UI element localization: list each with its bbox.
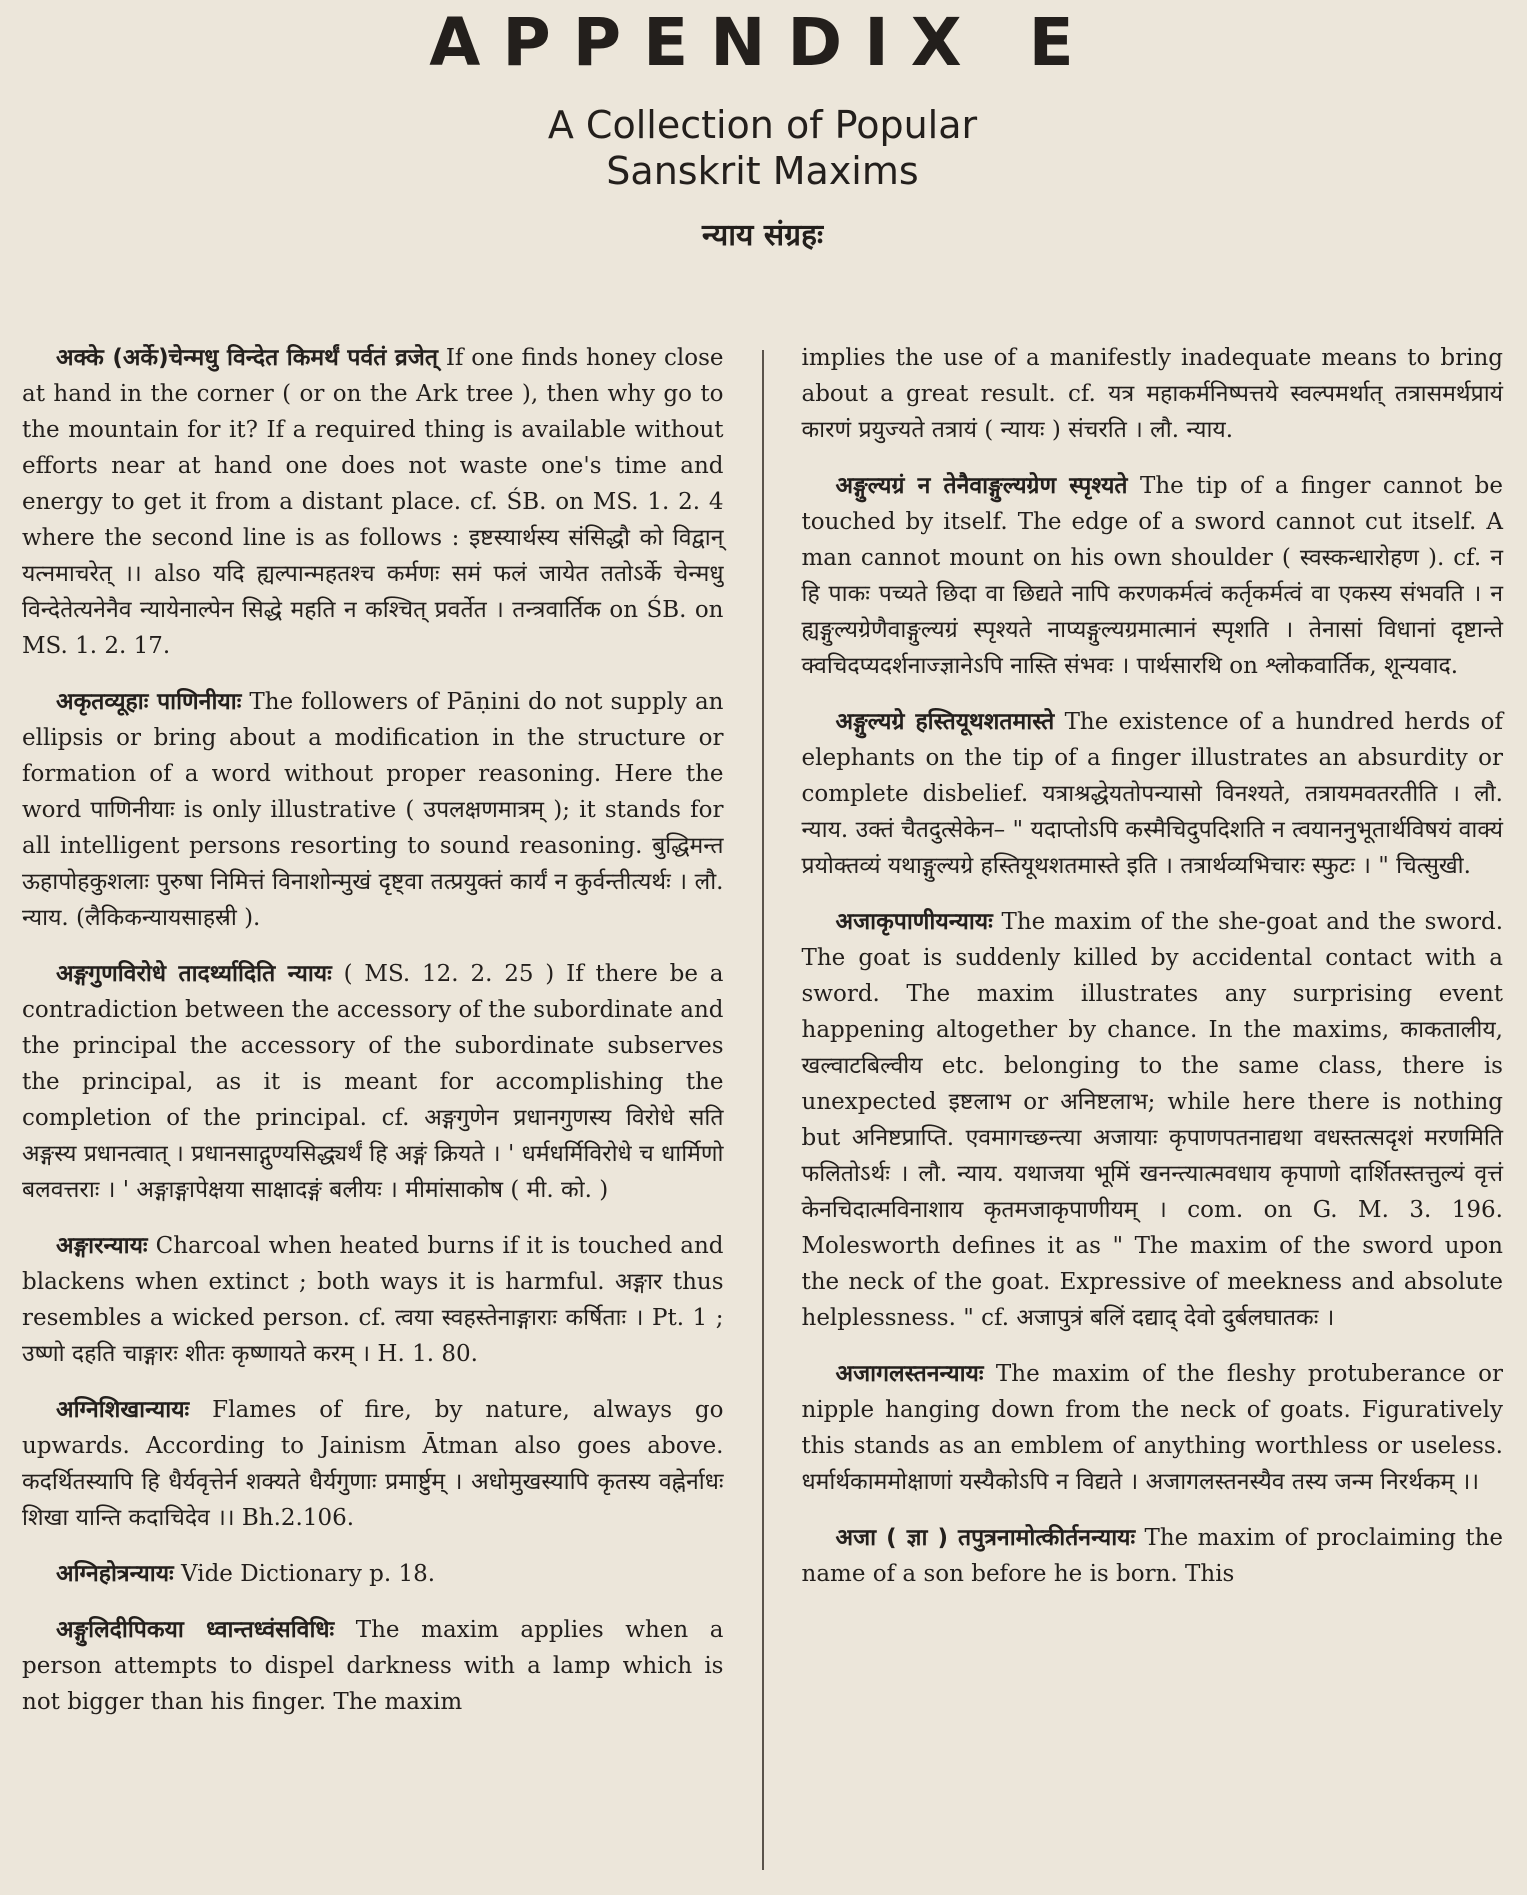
maxim-head: अङ्गगुणविरोधे तादर्थ्यादिति न्यायः [56,961,332,987]
maxim-body: The followers of Pāṇini do not supply an ellipsis or bring about a modification in the structure or formation of a word without proper reasoning. Here the word पाणिनीयाः is only illustrative ( उपलक्षणमात्रम् ); it stands for all intelligent persons resorting to sound reasoning. बुद्धिमन्त ऊहापोहकुशलाः पुरुषा निमित्तं विनाशोन्मुखं दृष्ट्वा तत्प्रयुक्तं कार्यं न कुर्वन्तीत्यर्थः । लौ. न्याय. (लैकिकन्यायसाहस्री ). [22,689,724,931]
maxim-entry [22,1556,724,1592]
maxim-body: If one finds honey close at hand in the corner ( or on the Ark tree ), then why go to the mountain for it? If a required thing is available without efforts near at hand one does not waste one's time and energy to get it from a distant place. cf. ŚB. on MS. 1. 2. 4 where the second line is as follows : इष्टस्यार्थस्य संसिद्धौ को विद्वान् यत्नमाचरेत् ।। also यदि ह्यल्पान्महतश्च कर्मणः समं फलं जायेत ततोऽर्के चेन्मधु विन्देतेत्यनेनैव न्यायेनाल्पेन सिद्धे महति न कश्चित् प्रवर्तेत । तन्त्रवार्तिक on ŚB. on MS. 1. 2. 17. [22,345,724,659]
maxim-entry [22,956,724,1208]
page-subtitle [22,102,1503,194]
maxim-head: अग्निहोत्रन्यायः [56,1561,174,1587]
subtitle-line-1: A Collection of Popular [547,103,978,147]
maxim-head: अजाकृपाणीयन्यायः [835,909,993,935]
maxim-entry [22,340,724,664]
right-column [764,340,1504,1895]
maxim-body: Flames of fire, by nature, always go upwards. According to Jainism Ātman also goes above. कदर्थितस्यापि हि धैर्यवृत्तेर्न शक्यते धैर्यगुणाः प्रमार्ष्टुम् । अधोमुखस्यापि कृतस्य वह्नेर्नाधः शिखा यान्ति कदाचिदेव ।। Bh.2.106. [22,1397,724,1531]
maxim-body: Vide Dictionary p. 18. [181,1561,436,1587]
maxim-body: The existence of a hundred herds of elephants on the tip of a finger illustrates an absurdity or complete disbelief. यत्राश्रद्धेयतोपन्यासो विनश्यते, तत्रायमवतरतीति । लौ. न्याय. उक्तं चैतदुत्सेकेन– " यदाप्तोऽपि कस्मैचिदुपदिशति न त्वयाननुभूतार्थविषयं वाक्यं प्रयोक्तव्यं यथाङ्गुल्यग्रे हस्तियूथशतमास्ते इति । तत्रार्थव्यभिचारः स्फुटः । " चित्सुखी. [801,709,1504,879]
two-column-body [22,340,1503,1895]
maxim-head: अङ्गुल्यग्रे हस्तियूथशतमास्ते [835,709,1055,735]
maxim-entry [22,1392,724,1536]
maxim-body: The maxim of the fleshy protuberance or nipple hanging down from the neck of goats. Figuratively this stands as an emblem of anything worthless or useless. धर्मार्थकाममोक्षाणां यस्यैकोऽपि न विद्यते । अजागलस्तनस्यैव तस्य जन्म निरर्थकम् ।। [801,1361,1503,1495]
devanagari-title: न्याय संग्रहः [701,218,824,253]
page-title: APPENDIX E [429,4,1096,81]
maxim-entry [802,1356,1504,1500]
maxim-body: implies the use of a manifestly inadequate means to bring about a great result. cf. यत्र महाकर्मनिष्पत्तये स्वल्पमर्थात् तत्रासमर्थप्रायं कारणं प्रयुज्यते तत्रायं ( न्यायः ) संचरति । लौ. न्याय. [801,345,1503,443]
subtitle-line-2: Sanskrit Maxims [606,149,919,193]
maxim-entry [802,468,1504,684]
maxim-head: अक्के (अर्के)चेन्मधु विन्देत किमर्थं पर्वतं व्रजेत् [56,345,438,371]
maxim-entry [22,684,724,936]
maxim-head: अग्निशिखान्यायः [56,1397,190,1423]
maxim-entry [802,704,1504,884]
maxim-entry [802,904,1504,1336]
maxim-head: अङ्गारन्यायः [56,1233,148,1259]
maxim-entry [22,1228,724,1372]
maxim-head: अकृतव्यूहाः पाणिनीयाः [56,689,242,715]
maxim-head: अङ्गुलिदीपिकया ध्वान्तध्वंसविधिः [56,1617,335,1643]
maxim-head: अजागलस्तनन्यायः [835,1361,984,1387]
maxim-body: The maxim applies when a person attempts to dispel darkness with a lamp which is not bigger than his finger. The maxim [22,1617,724,1715]
maxim-body: The maxim of proclaiming the name of a son before he is born. This [801,1525,1503,1587]
maxim-entry [22,1612,724,1720]
maxim-body: The maxim of the she-goat and the sword. The goat is suddenly killed by accidental contact with a sword. The maxim illustrates any surprising event happening altogether by chance. In the maxims, काकतालीय, खल्वाटबिल्वीय etc. belonging to the same class, there is unexpected इष्टलाभ or अनिष्टलाभ; while here there is nothing but अनिष्टप्राप्ति. एवमागच्छन्त्या अजायाः कृपाणपतनाद्यथा वधस्तत्सदृशं मरणमिति फलितोऽर्थः । लौ. न्याय. यथाजया भूमिं खनन्त्यात्मवधाय कृपाणो दार्शितस्तत्तुल्यं वृत्तं केनचिदात्मविनाशाय कृतमजाकृपाणीयम् । com. on G. M. 3. 196. Molesworth defines it as " The maxim of the sword upon the neck of the goat. Expressive of meekness and absolute helplessness. " cf. अजापुत्रं बलिं दद्याद् देवो दुर्बलघातकः । [801,909,1504,1331]
maxim-entry [802,1520,1504,1592]
maxim-head: अङ्गुल्यग्रं न तेनैवाङ्गुल्यग्रेण स्पृश्यते [835,473,1128,499]
maxim-body: Charcoal when heated burns if it is touched and blackens when extinct ; both ways it is harmful. अङ्गार thus resembles a wicked person. cf. त्वया स्वहस्तेनाङ्गाराः कर्षिताः । Pt. 1 ; उष्णो दहति चाङ्गारः शीतः कृष्णायते करम् । H. 1. 80. [22,1233,724,1367]
maxim-body: ( MS. 12. 2. 25 ) If there be a contradiction between the accessory of the subordinate and the principal the accessory of the subordinate subserves the principal, as it is meant for accomplishing the completion of the principal. cf. अङ्गगुणेन प्रधानगुणस्य विरोधे सति अङ्गस्य प्रधानत्वात् । प्रधानसाद्गुण्यसिद्ध्यर्थं हि अङ्गं क्रियते । ' धर्मधर्मिविरोधे च धार्मिणो बलवत्तराः । ' अङ्गाङ्गापेक्षया साक्षादङ्गं बलीयः । मीमांसाकोष ( मी. को. ) [22,961,724,1203]
maxim-body: The tip of a finger cannot be touched by itself. The edge of a sword cannot cut itself. A man cannot mount on his own shoulder ( स्वस्कन्धारोहण ). cf. न हि पाकः पच्यते छिदा वा छिद्यते नापि करणकर्मत्वं कर्तृकर्मत्वं वा एकस्य संभवति । न ह्यङ्गुल्यग्रेणैवाङ्गुल्यग्रं स्पृश्यते नाप्यङ्गुल्यग्रमात्मानं स्पृशति । तेनासां विधानां दृष्टान्ते क्वचिदप्यदर्शनाज्ज्ञानेऽपि नास्ति संभवः । पार्थसारथि on श्लोकवार्तिक, शून्यवाद. [801,473,1504,679]
maxim-entry-continued [802,340,1504,448]
maxim-head: अजा ( ज्ञा ) तपुत्रनामोत्कीर्तनन्यायः [835,1525,1136,1551]
left-column [22,340,762,1895]
